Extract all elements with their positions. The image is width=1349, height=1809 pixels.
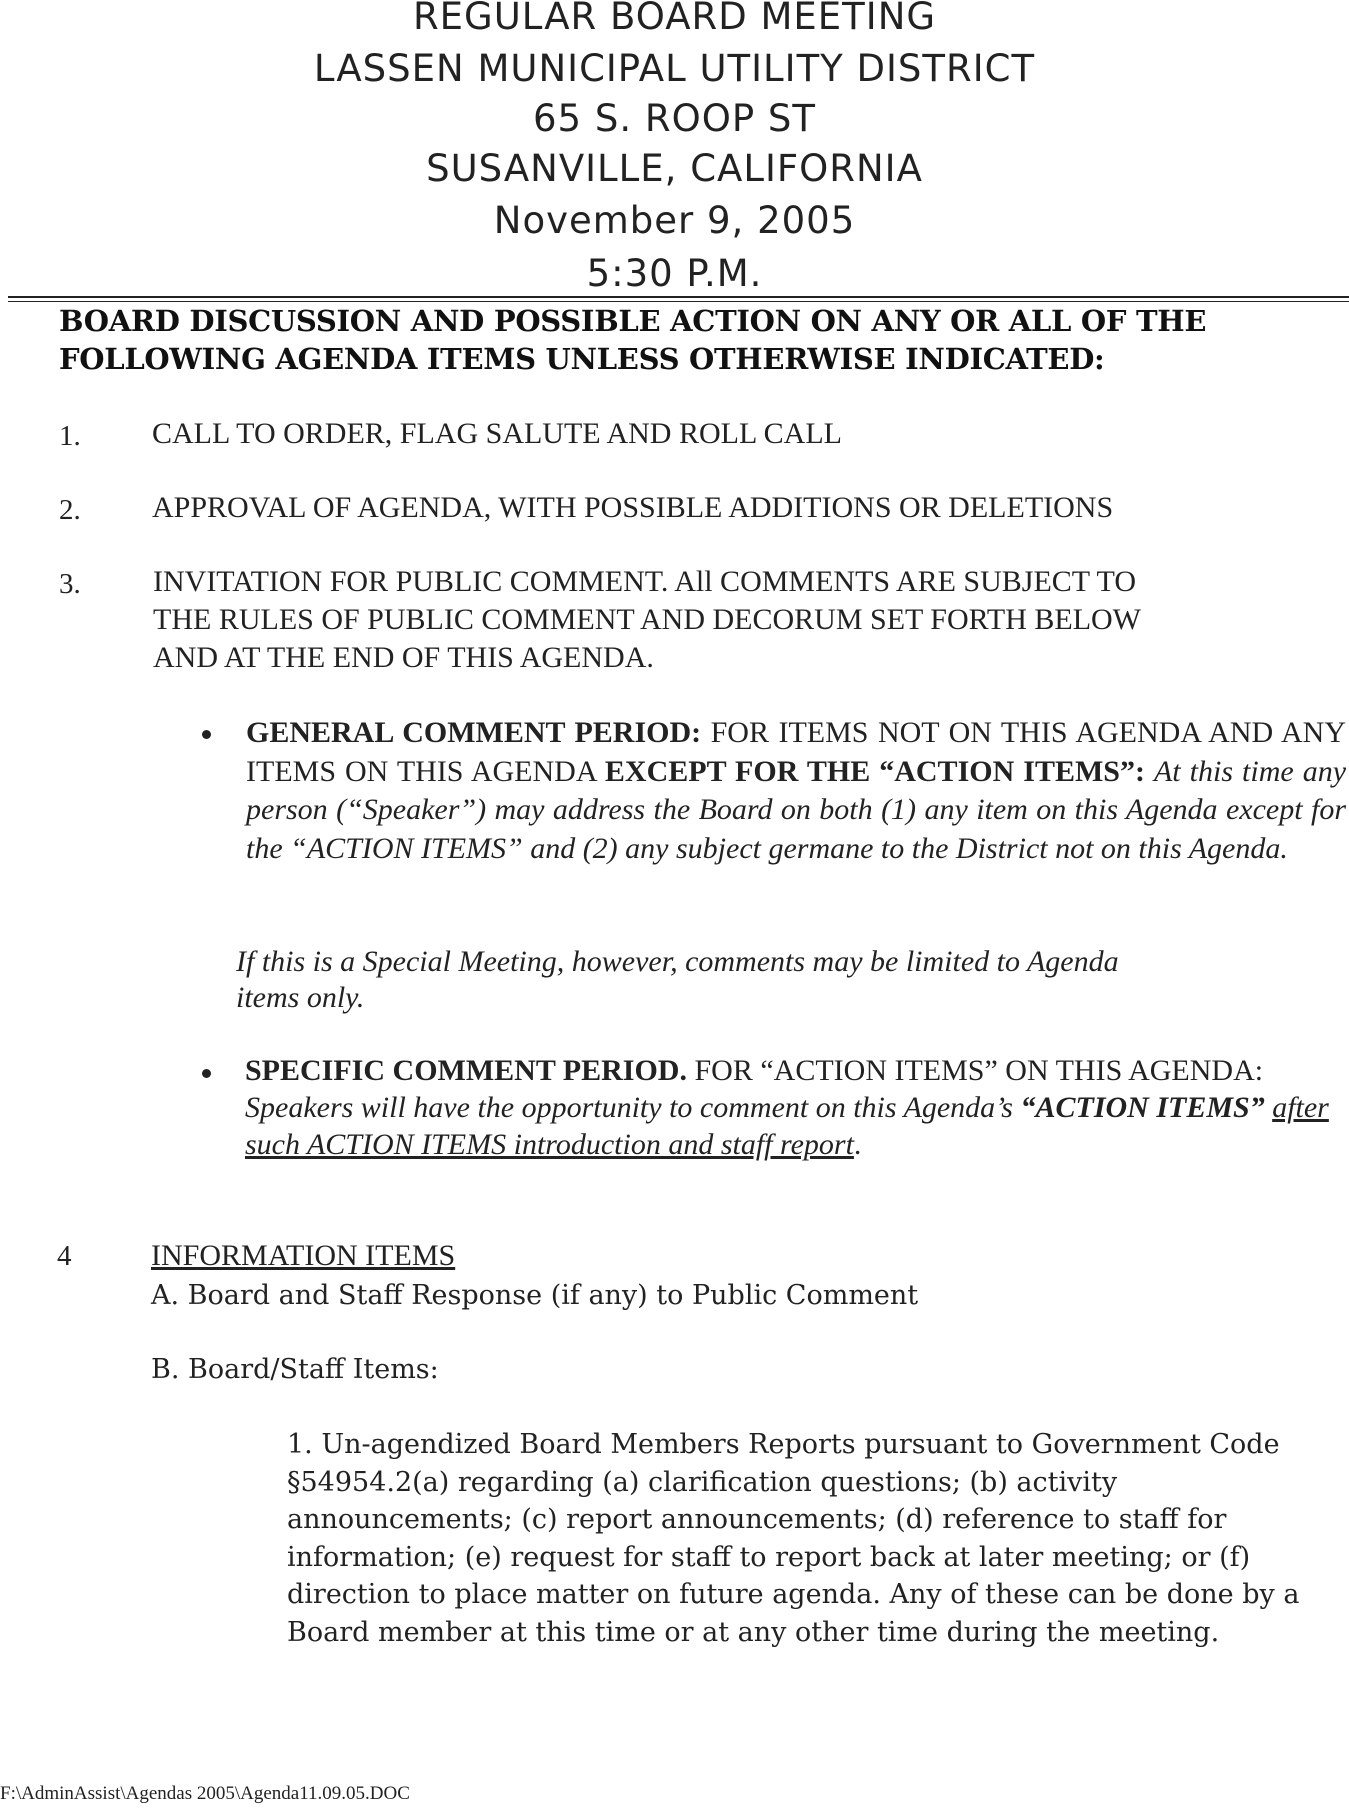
item-number: 2. xyxy=(59,494,81,526)
item-text: APPROVAL OF AGENDA, WITH POSSIBLE ADDITIONS OR DELETIONS xyxy=(152,491,1114,524)
file-path-footer: F:\AdminAssist\Agendas 2005\Agenda11.09.05.DOC xyxy=(0,1783,410,1804)
header-city: SUSANVILLE, CALIFORNIA xyxy=(426,147,923,190)
bullet-icon xyxy=(202,730,211,739)
header-date: November 9, 2005 xyxy=(493,199,856,242)
item-text: AND AT THE END OF THIS AGENDA. xyxy=(153,641,654,674)
specific-comment-underline: after such ACTION ITEMS introduction and staff report xyxy=(245,1091,1329,1161)
subitem-1: 1. Un-agendized Board Members Reports pursuant to Government Code §54954.2(a) regarding (a) clarification questions; (b) activity announcements; (c) report announcements; (d) reference to staff for information; (e) request for staff to report back at later meeting; or (f) direction to place matter on future agenda. Any of these can be done by a Board member at this time or at any other time during the meeting. xyxy=(287,1429,1300,1648)
specific-comment-heading: SPECIFIC COMMENT PERIOD. xyxy=(245,1054,687,1087)
general-comment-except: EXCEPT FOR THE “ACTION ITEMS”: xyxy=(604,754,1145,788)
specific-comment-italic: Speakers will have the opportunity to comment on this Agenda’s xyxy=(245,1091,1013,1124)
specific-comment-period xyxy=(245,1052,1345,1163)
special-meeting-note: items only. xyxy=(236,981,365,1014)
intro-statement: BOARD DISCUSSION AND POSSIBLE ACTION ON ANY OR ALL OF THE FOLLOWING AGENDA ITEMS UNLESS OTHERWISE INDICATED: xyxy=(59,304,1207,376)
header-divider xyxy=(8,296,1349,298)
header-title: REGULAR BOARD MEETING xyxy=(412,0,937,38)
general-comment-period xyxy=(246,714,1346,868)
information-items-title: INFORMATION ITEMS xyxy=(151,1239,456,1272)
specific-comment-end: . xyxy=(853,1128,862,1161)
item-text: INVITATION FOR PUBLIC COMMENT. All COMMENTS ARE SUBJECT TO xyxy=(153,565,1136,598)
item-number: 3. xyxy=(59,568,81,600)
item-text: THE RULES OF PUBLIC COMMENT AND DECORUM SET FORTH BELOW xyxy=(153,603,1141,636)
item-number: 4 xyxy=(57,1240,72,1272)
general-comment-heading: GENERAL COMMENT PERIOD: xyxy=(246,716,702,749)
specific-comment-text: FOR “ACTION ITEMS” ON THIS AGENDA: xyxy=(694,1054,1264,1087)
general-comment-italic: At this time any person (“Speaker”) may address the Board on both (1) any item on this Agenda except for the “ACTION ITEMS” and (2) any subject germane to the District not on this Agenda. xyxy=(246,754,1347,865)
header-time: 5:30 P.M. xyxy=(586,252,763,295)
header-district: LASSEN MUNICIPAL UTILITY DISTRICT xyxy=(313,47,1036,90)
general-comment-text: FOR ITEMS NOT ON THIS AGENDA AND ANY ITEMS ON THIS AGENDA xyxy=(246,716,1346,788)
bullet-icon xyxy=(202,1069,211,1078)
subitem-b: B. Board/Staff Items: xyxy=(151,1354,439,1385)
header-address: 65 S. ROOP ST xyxy=(533,97,816,140)
item-number: 1. xyxy=(59,420,81,452)
special-meeting-note: If this is a Special Meeting, however, comments may be limited to Agenda xyxy=(236,945,1119,978)
item-text: CALL TO ORDER, FLAG SALUTE AND ROLL CALL xyxy=(152,417,842,450)
subitem-a: A. Board and Staff Response (if any) to Public Comment xyxy=(151,1280,919,1311)
specific-comment-action-items: “ACTION ITEMS” xyxy=(1020,1091,1265,1124)
